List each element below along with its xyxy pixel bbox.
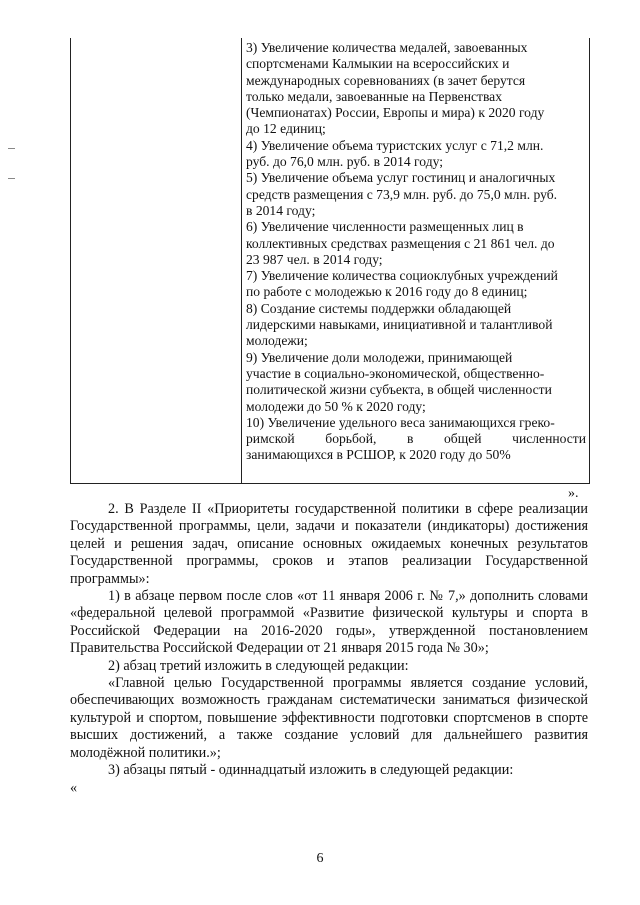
closing-quote: ». (568, 486, 579, 501)
table-line: до 12 единиц; (246, 121, 326, 137)
paragraph: 2) абзац третий изложить в следующей редакции: (108, 657, 409, 674)
table-line: 4) Увеличение объема туристских услуг с 71,2 млн. (246, 137, 544, 153)
table-line: 8) Создание системы поддержки обладающей (246, 300, 512, 316)
indicators-table (70, 38, 590, 484)
table-line: 3) Увеличение количества медалей, завоеванных (246, 40, 528, 55)
paragraph: 2. В Разделе II «Приоритеты государственной политики в сфере реализации Государственной программы, цели, задачи и показатели (индикаторы) достижения целей и решения задач, описание основных ожидаемых конечных результатов Государственной программы, сроков и этапов реализации Государственной программы»: (70, 501, 588, 587)
table-line: средств размещения с 73,9 млн. руб. до 75,0 млн. руб. (246, 186, 558, 202)
table-line: 23 987 чел. в 2014 году; (246, 251, 383, 267)
table-line: 10) Увеличение удельного веса занимающихся греко- (246, 414, 555, 430)
table-line: 5) Увеличение объема услуг гостиниц и аналогичных (246, 170, 556, 186)
table-line: 6) Увеличение численности размещенных лиц в (246, 219, 524, 235)
scan-artifact (8, 148, 15, 149)
paragraph: 1) в абзаце первом после слов «от 11 января 2006 г. № 7,» дополнить словами «федеральной целевой программой «Развитие физической культуры и спорта в Российской Федерации на 2016-2020 годы», утвержденной постановлением Правительства Российской Федерации от 21 января 2015 года № 30»; (70, 588, 588, 657)
table-line: по работе с молодежью к 2016 году до 8 единиц; (246, 284, 528, 300)
table-line: участие в социально-экономической, общественно- (246, 365, 545, 381)
table-column-divider (241, 38, 242, 483)
table-line: только медали, завоеванные на Первенствах (246, 88, 503, 104)
page-number: 6 (316, 851, 324, 866)
table-line: лидерскими навыками, инициативной и талантливой (246, 317, 553, 333)
table-line: в 2014 году; (246, 202, 316, 218)
table-line: руб. до 76,0 млн. руб. в 2014 году; (246, 154, 444, 170)
table-line: политической жизни субъекта, в общей численности (246, 382, 552, 398)
table-line: (Чемпионатах) России, Европы и мира) к 2020 году (246, 105, 545, 121)
table-line: молодежи до 50 % к 2020 году; (246, 398, 426, 414)
table-line: занимающихся в РСШОР, к 2020 году до 50% (246, 447, 511, 463)
table-line: римской борьбой, в общей численности (246, 431, 586, 447)
table-line: спортсменами Калмыкии на всероссийских и (246, 56, 510, 72)
table-line: международных соревнованиях (в зачет берутся (246, 72, 526, 88)
table-cell-indicators (246, 40, 586, 464)
paragraph: « (70, 779, 78, 796)
document-body (70, 501, 588, 797)
scan-artifact (8, 178, 15, 179)
table-line: молодежи; (246, 333, 308, 349)
table-line: 9) Увеличение доли молодежи, принимающей (246, 349, 513, 365)
paragraph: 3) абзацы пятый - одиннадцатый изложить в следующей редакции: (108, 762, 514, 779)
table-line: 7) Увеличение количества социоклубных учреждений (246, 268, 558, 284)
table-line: коллективных средствах размещения с 21 861 чел. до (246, 235, 555, 251)
paragraph: «Главной целью Государственной программы является создание условий, обеспечивающих возможность гражданам систематически заниматься физической культурой и спортом, повышение эффективности подготовки спортсменов в спорте высших достижений, а также создание условий для дальнейшего развития молодёжной политики.»; (70, 675, 588, 761)
